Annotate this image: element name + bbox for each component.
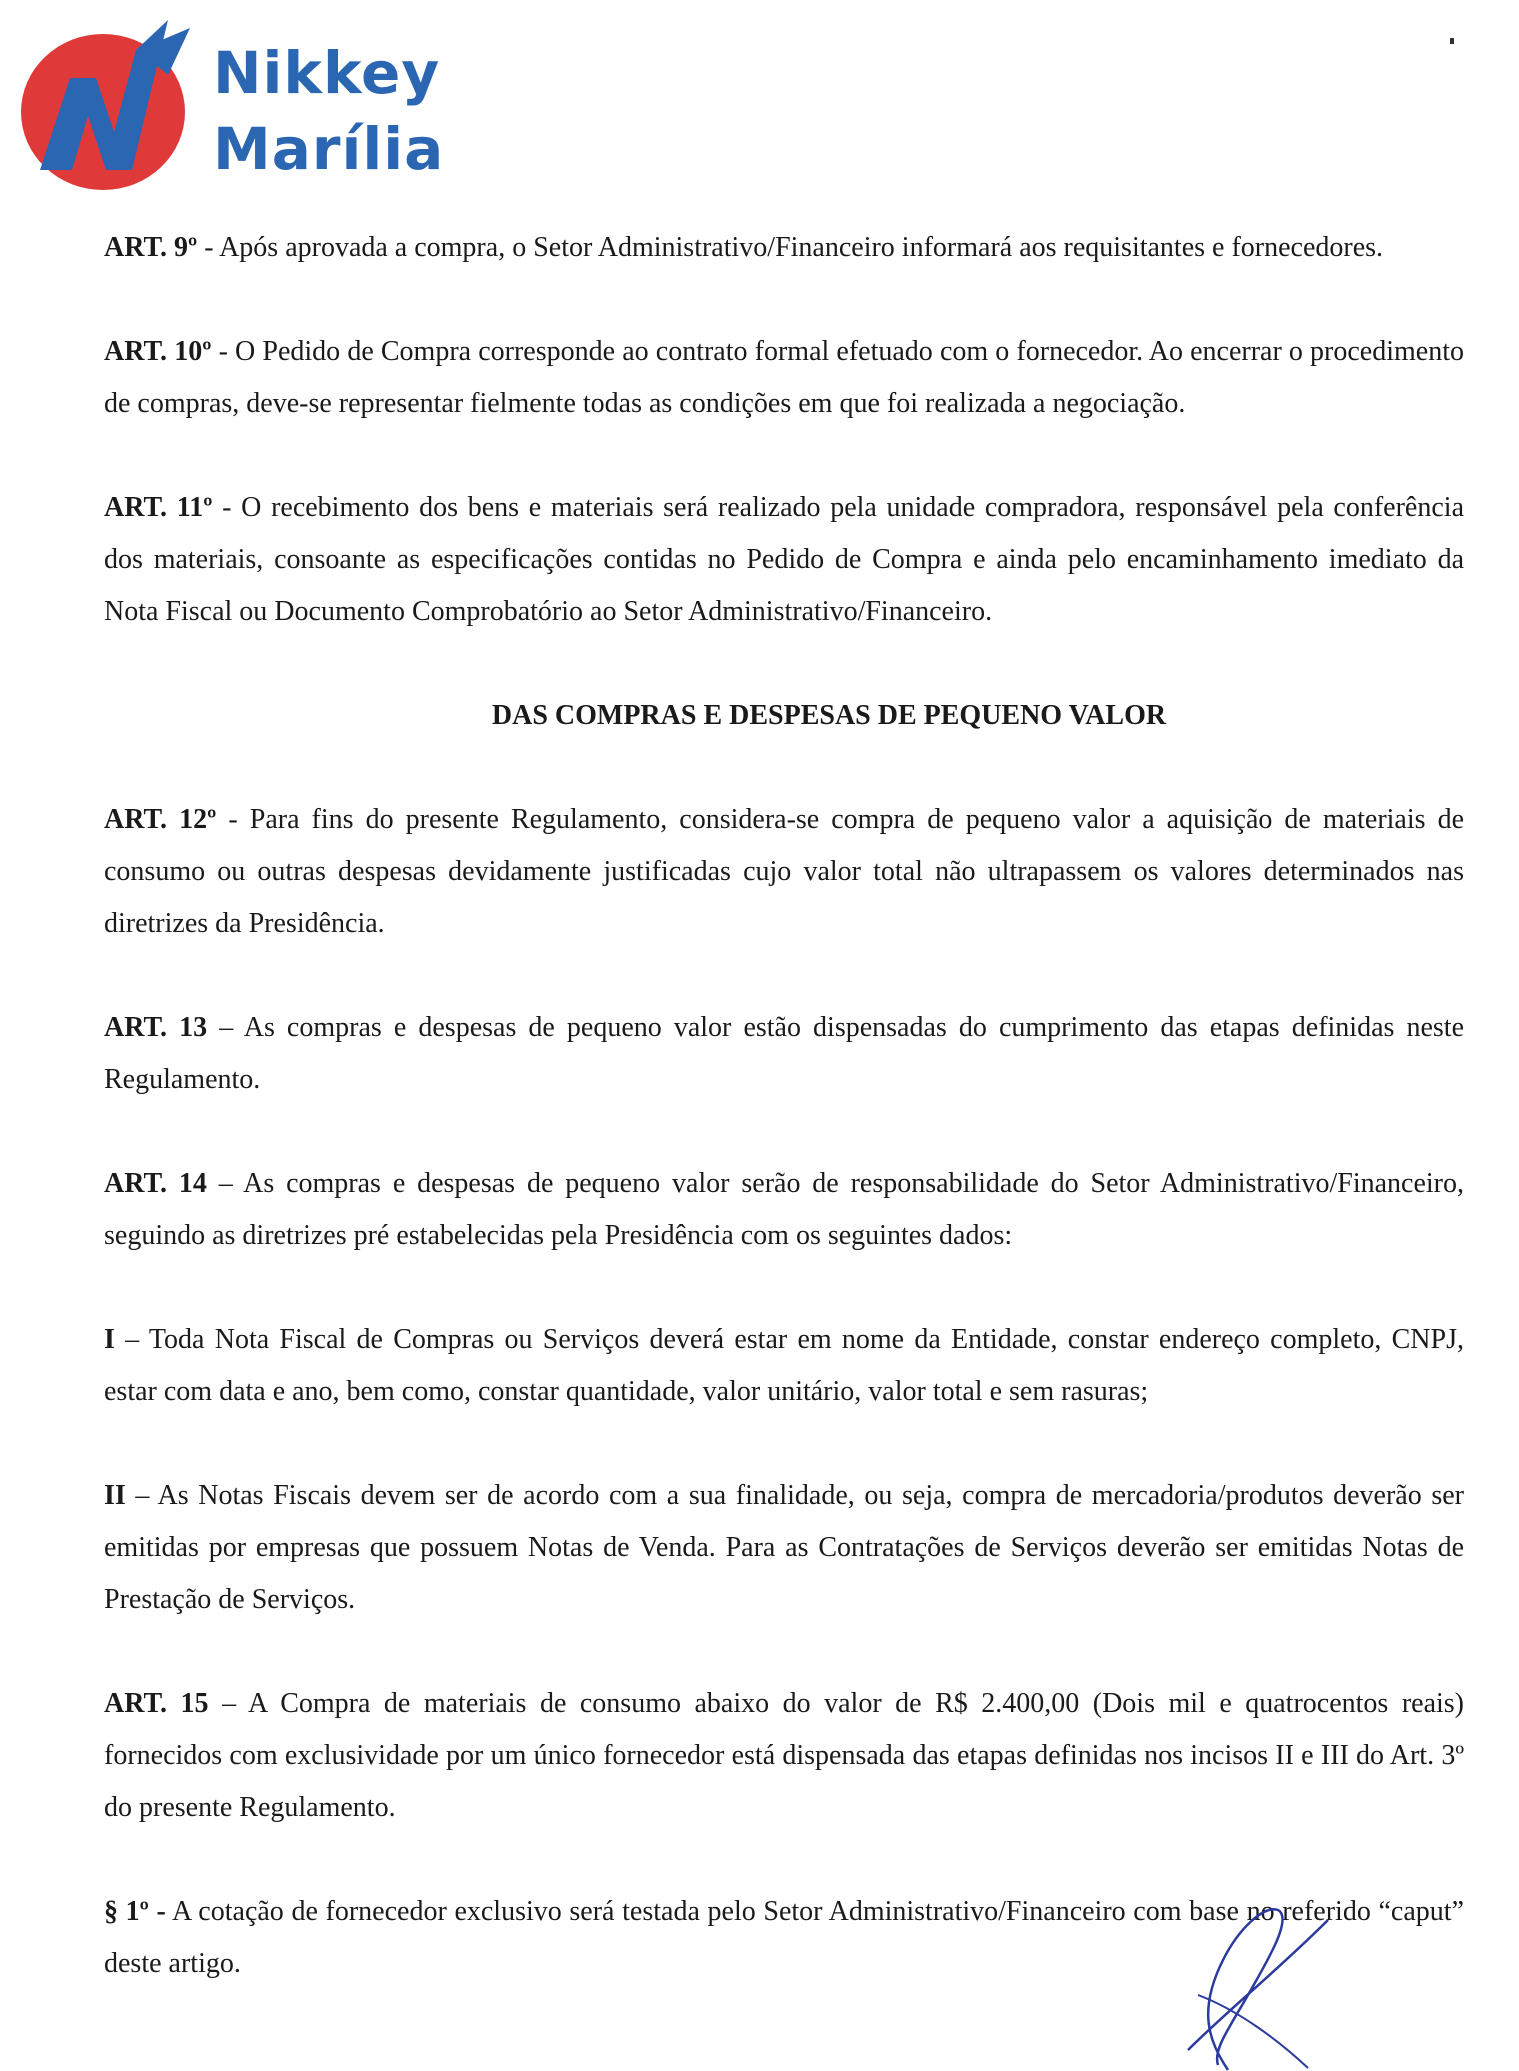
article-14 <box>104 1158 1464 1262</box>
article-10-text: - O Pedido de Compra corresponde ao contrato formal efetuado com o fornecedor. Ao encerrar o procedimento de compras, deve-se representar fielmente todas as condições em que foi realizada a negociação. <box>104 336 1464 419</box>
logo-text-line1: Nikkey <box>213 39 441 107</box>
scan-speck <box>1450 38 1454 44</box>
article-11-lead: ART. 11º <box>104 492 213 523</box>
article-13-text: – As compras e despesas de pequeno valor estão dispensadas do cumprimento das etapas definidas neste Regulamento. <box>104 1012 1465 1095</box>
company-logo <box>18 20 445 195</box>
item-i-text: – Toda Nota Fiscal de Compras ou Serviços deverá estar em nome da Entidade, constar endereço completo, CNPJ, estar com data e ano, bem como, constar quantidade, valor unitário, valor total e sem rasuras; <box>104 1324 1464 1407</box>
article-9 <box>104 222 1464 274</box>
logo-emblem-icon <box>18 20 218 195</box>
item-ii-text: – As Notas Fiscais devem ser de acordo com a sua finalidade, ou seja, compra de mercadoria/produtos deverão ser emitidas por empresas que possuem Notas de Venda. Para as Contratações de Serviços deverão ser emitidas Notas de Prestação de Serviços. <box>104 1480 1464 1615</box>
article-15 <box>104 1678 1464 1834</box>
article-11-text: - O recebimento dos bens e materiais será realizado pela unidade compradora, responsável pela conferência dos materiais, consoante as especificações contidas no Pedido de Compra e ainda pelo encaminhamento imediato da Nota Fiscal ou Documento Comprobatório ao Setor Administrativo/Financeiro. <box>104 492 1464 627</box>
item-i <box>104 1314 1464 1418</box>
article-10-lead: ART. 10º <box>104 336 212 367</box>
article-15-lead: ART. 15 <box>104 1688 209 1719</box>
article-12-text: - Para fins do presente Regulamento, considera-se compra de pequeno valor a aquisição de materiais de consumo ou outras despesas devidamente justificadas cujo valor total não ultrapassem os valores determinados nas diretrizes da Presidência. <box>104 804 1464 939</box>
paragraph-1-text: A cotação de fornecedor exclusivo será testada pelo Setor Administrativo/Financeiro com base no referido “caput” deste artigo. <box>104 1896 1464 1979</box>
article-15-text: – A Compra de materiais de consumo abaixo do valor de R$ 2.400,00 (Dois mil e quatrocentos reais) fornecidos com exclusividade por um único fornecedor está dispensada das etapas definidas nos incisos II e III do Art. 3º do presente Regulamento. <box>104 1688 1464 1823</box>
article-12 <box>104 794 1464 950</box>
article-9-lead: ART. 9º <box>104 232 198 263</box>
article-14-lead: ART. 14 <box>104 1168 207 1199</box>
article-10 <box>104 326 1464 430</box>
handwritten-signature <box>1168 1900 1338 2071</box>
item-ii <box>104 1470 1464 1626</box>
article-11 <box>104 482 1464 638</box>
logo-text-line2: Marília <box>213 115 445 183</box>
article-9-text: - Após aprovada a compra, o Setor Administrativo/Financeiro informará aos requisitantes e fornecedores. <box>197 232 1384 263</box>
section-heading: DAS COMPRAS E DESPESAS DE PEQUENO VALOR <box>491 700 1167 731</box>
paragraph-1-lead: § 1º - <box>104 1896 166 1927</box>
article-13-lead: ART. 13 <box>104 1012 208 1043</box>
document-body <box>104 222 1464 1990</box>
item-ii-lead: II <box>104 1480 126 1511</box>
article-13 <box>104 1002 1464 1106</box>
article-14-text: – As compras e despesas de pequeno valor serão de responsabilidade do Setor Administrativo/Financeiro, seguindo as diretrizes pré estabelecidas pela Presidência com os seguintes dados: <box>104 1168 1464 1251</box>
item-i-lead: I <box>104 1324 115 1355</box>
article-12-lead: ART. 12º <box>104 804 217 835</box>
